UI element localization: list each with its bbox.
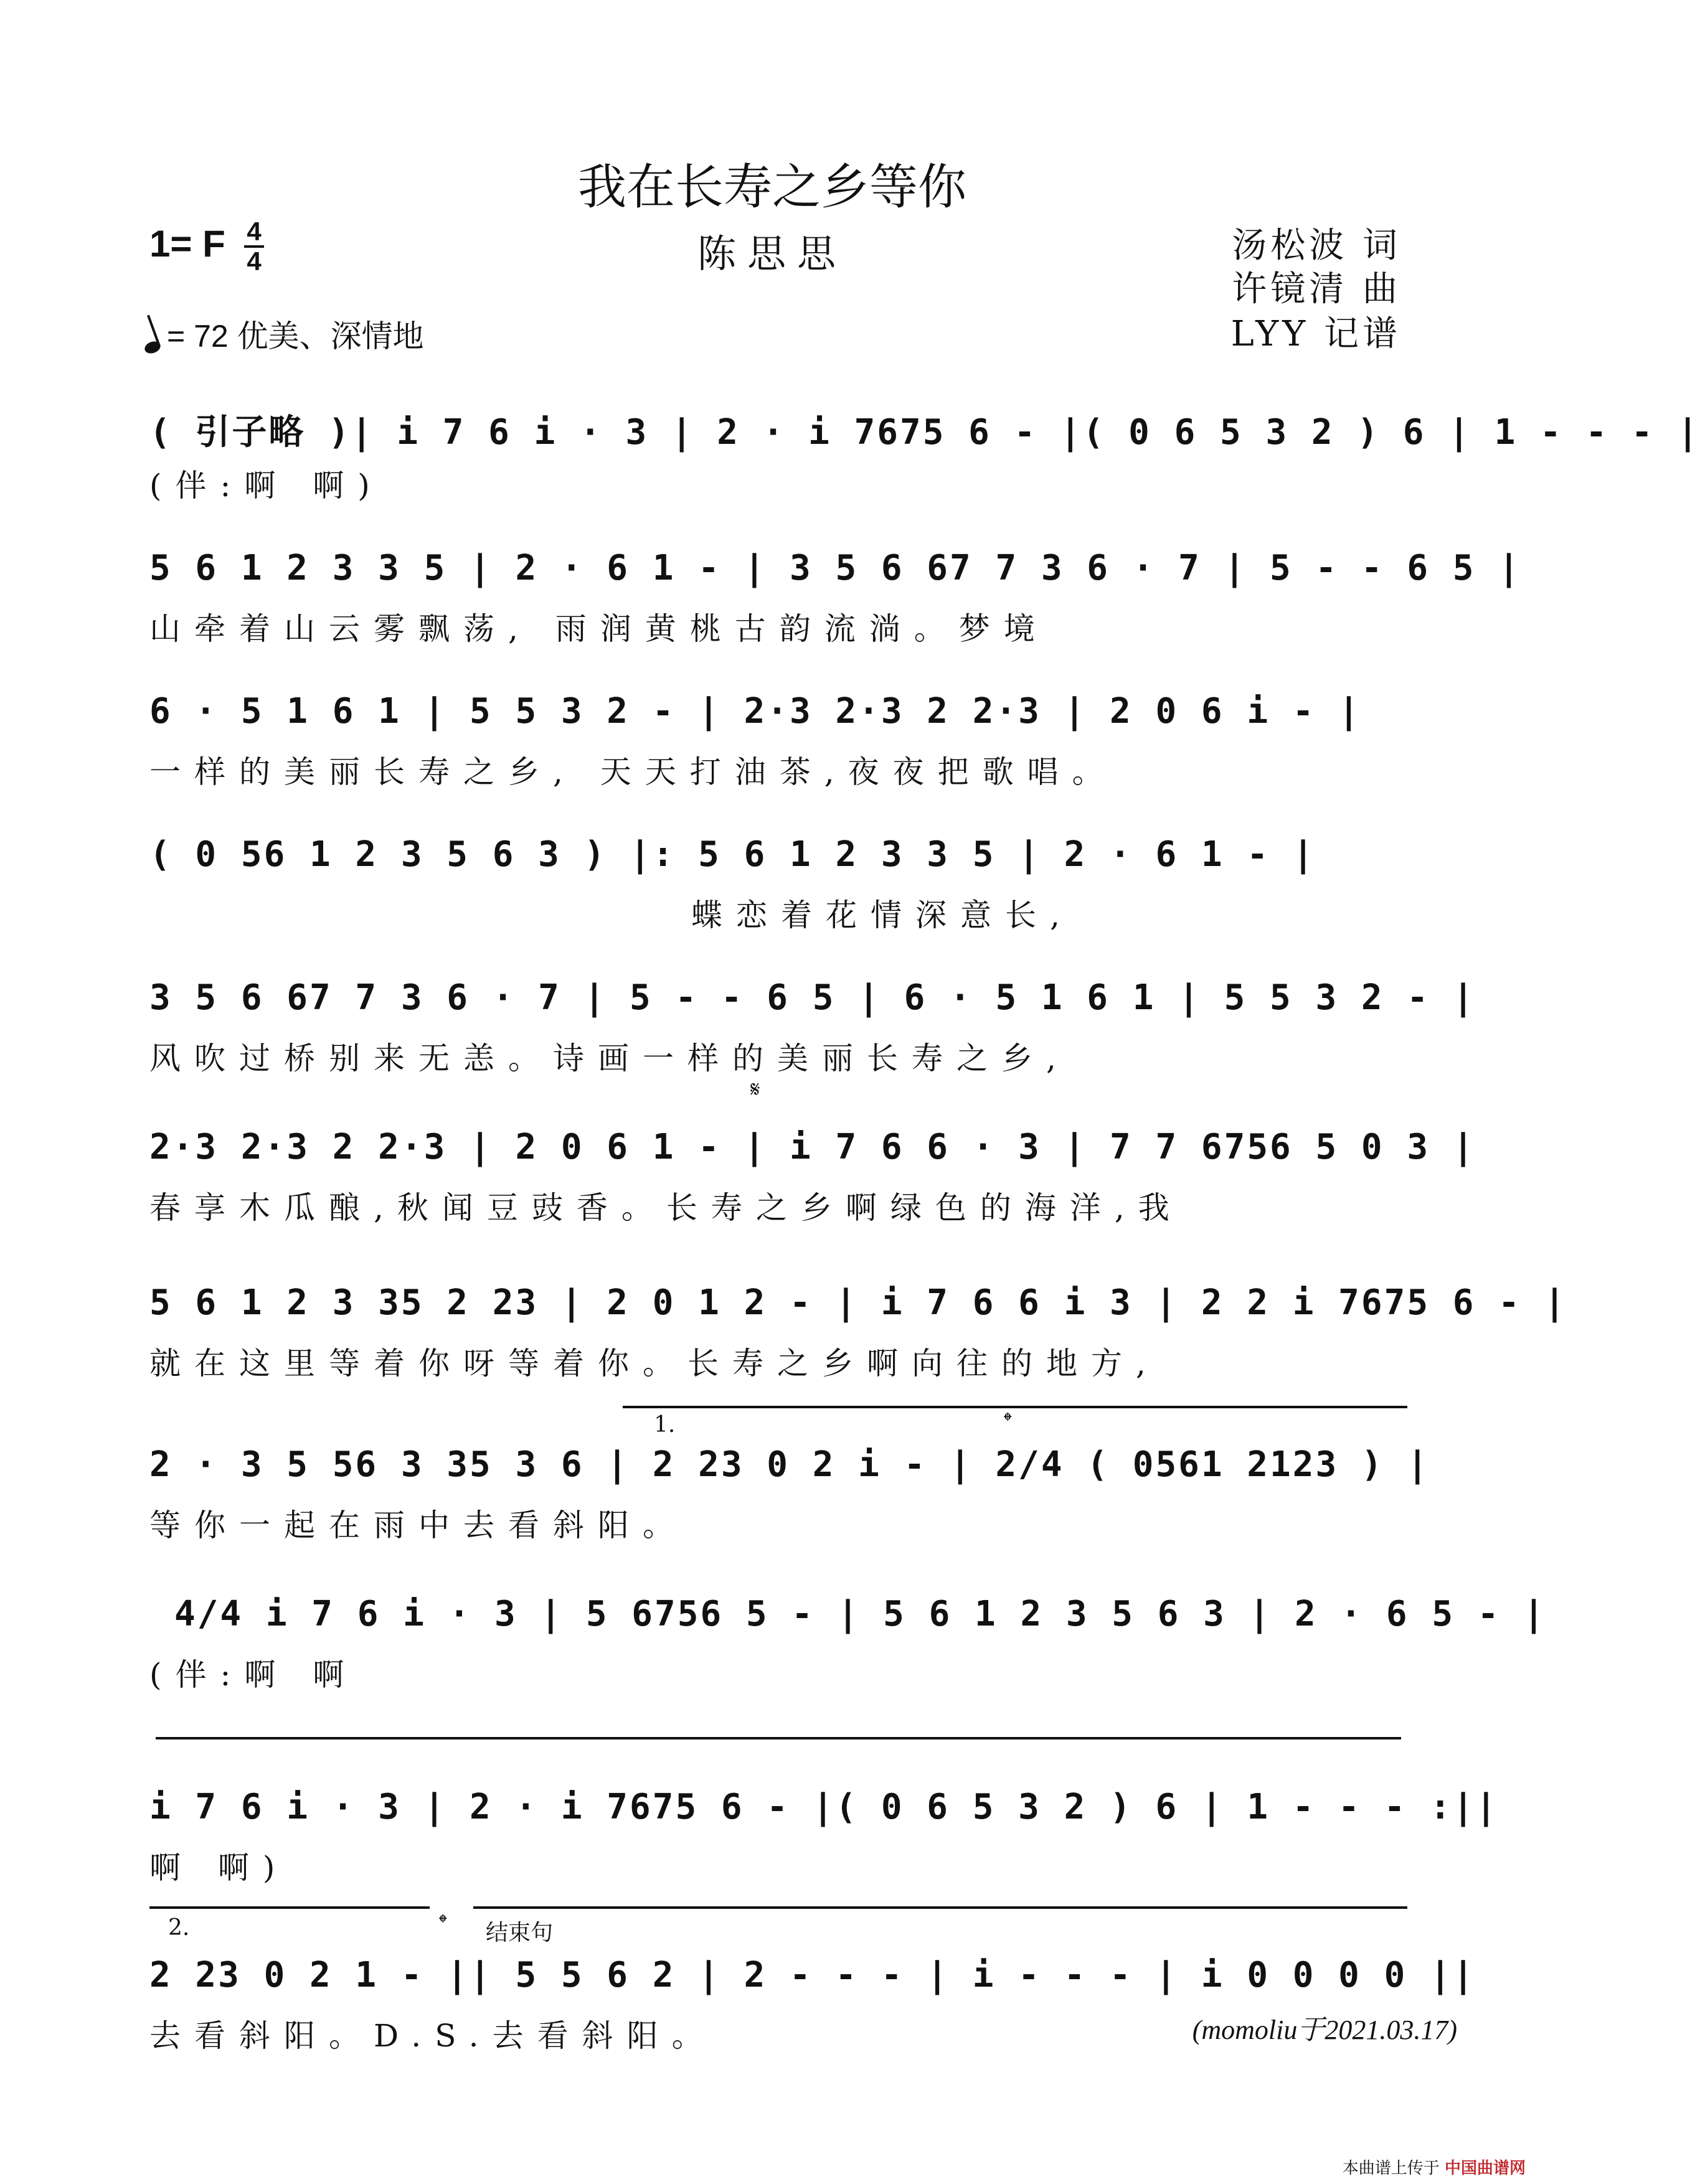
time-signature-bottom: 4 xyxy=(247,247,262,276)
lyric-line-8: 等你一起在雨中去看斜阳。 xyxy=(149,1507,687,1543)
music-line-3: 6 · 5 1 6 1 | 5 5 3 2 - | 2·3 2·3 2 2·3 | 2 0 6 i - | xyxy=(149,691,1361,732)
transcriber-credit: LYY 记谱 xyxy=(1230,314,1401,354)
music-line-2: 5 6 1 2 3 3 5 | 2 · 6 1 - | 3 5 6 67 7 3 6 · 7 | 5 - - 6 5 | xyxy=(149,548,1521,588)
site-brand-logo: 中国曲谱网 xyxy=(1444,2159,1526,2178)
music-line-4: ( 0 56 1 2 3 5 6 3 ) |: 5 6 1 2 3 3 5 | 2 · 6 1 - | xyxy=(149,834,1316,875)
lyric-line-2: 山牵着山云雾飘荡, 雨润黄桃古韵流淌。梦境 xyxy=(149,611,1049,647)
footer-uploaded-text: 本曲谱上传于 xyxy=(1342,2159,1440,2178)
lyric-line-10: 啊 啊) xyxy=(149,1850,289,1886)
lyric-line-3: 一样的美丽长寿之乡, 天天打油茶,夜夜把歌唱。 xyxy=(149,754,1117,790)
lyricist-credit: 汤松波 词 xyxy=(1232,225,1401,266)
coda-mark-2: 𝄌 xyxy=(439,1910,447,1936)
lyric-line-11: 去看斜阳。D.S.去看斜阳。 xyxy=(149,2018,717,2054)
volta-1-bracket xyxy=(623,1406,1407,1408)
lyric-line-1: (伴:啊 啊) xyxy=(149,468,384,504)
key-label: 1= F xyxy=(149,222,225,265)
lyric-line-6: 春享木瓜酿,秋闻豆豉香。长寿之乡啊绿色的海洋,我 xyxy=(149,1190,1183,1226)
slur-line xyxy=(156,1737,1401,1739)
music-line-11: 2 23 0 2 1 - || 5 5 6 2 | 2 - - - | i - - - | i 0 0 0 0 || xyxy=(149,1955,1476,1995)
composer-credit: 许镜清 曲 xyxy=(1232,269,1401,309)
lyric-line-4: 蝶恋着花情深意长, xyxy=(691,897,1074,933)
music-line-9: 4/4 i 7 6 i · 3 | 5 6756 5 - | 5 6 1 2 3 5 6 3 | 2 · 6 5 - | xyxy=(174,1594,1546,1634)
segno-mark: 𝄋 xyxy=(750,1077,760,1103)
music-line-7: 5 6 1 2 3 35 2 23 | 2 0 1 2 - | i 7 6 6 i 3 | 2 2 i 7675 6 - | xyxy=(149,1283,1567,1323)
volta-1-label: 1. xyxy=(654,1412,676,1438)
volta-2-label: 2. xyxy=(168,1915,190,1941)
time-signature-top: 4 xyxy=(244,218,263,248)
music-line-6: 2·3 2·3 2 2·3 | 2 0 6 1 - | i 7 6 6 · 3 | 7 7 6756 5 0 3 | xyxy=(149,1127,1476,1167)
ending-label: 结束句 xyxy=(486,1920,554,1946)
coda-mark: 𝄌 xyxy=(1004,1408,1012,1434)
music-line-8: 2 · 3 5 56 3 35 3 6 | 2 23 0 2 i - | 2/4 ( 0561 2123 ) | xyxy=(149,1444,1430,1485)
lyric-line-9: (伴:啊 啊 xyxy=(149,1657,358,1693)
tempo-marking xyxy=(144,311,424,356)
lyric-line-5: 风吹过桥别来无恙。诗画一样的美丽长寿之乡, xyxy=(149,1040,1070,1076)
music-line-1: ( 引子略 )| i 7 6 i · 3 | 2 · i 7675 6 - |( 0 6 5 3 2 ) 6 | 1 - - - | xyxy=(149,412,1700,453)
singer-name: 陈思思 xyxy=(697,231,847,276)
transcriber-signature: (momoliu于2021.03.17) xyxy=(1192,2015,1457,2045)
quarter-note-icon xyxy=(143,339,163,355)
music-line-5: 3 5 6 67 7 3 6 · 7 | 5 - - 6 5 | 6 · 5 1 6 1 | 5 5 3 2 - | xyxy=(149,977,1476,1018)
volta-2-bracket xyxy=(149,1906,430,1909)
lyric-line-7: 就在这里等着你呀等着你。长寿之乡啊向往的地方, xyxy=(149,1345,1159,1381)
score-title: 我在长寿之乡等你 xyxy=(577,159,966,215)
tempo-text: = 72 优美、深情地 xyxy=(167,319,424,354)
music-line-10: i 7 6 i · 3 | 2 · i 7675 6 - |( 0 6 5 3 2 ) 6 | 1 - - - :|| xyxy=(149,1787,1499,1827)
ending-bracket xyxy=(473,1906,1407,1909)
site-footer xyxy=(1343,2155,1526,2178)
